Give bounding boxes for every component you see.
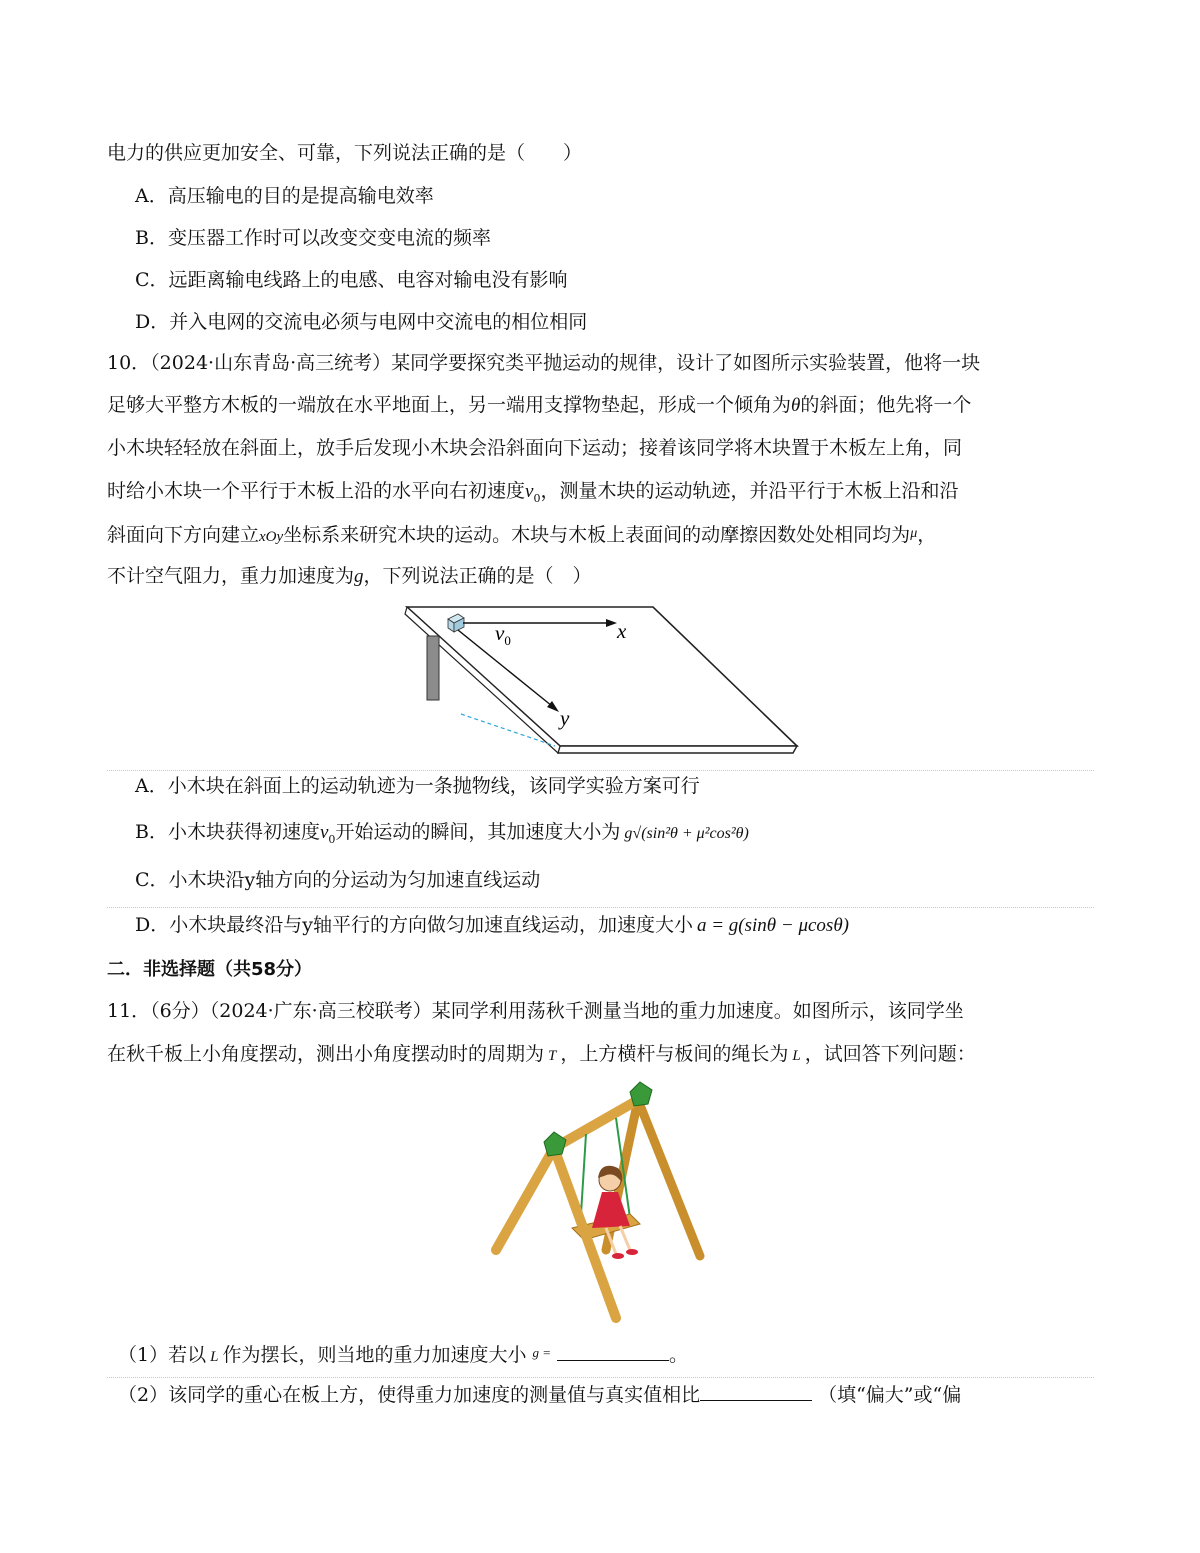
swing-joint-cap <box>544 1132 566 1156</box>
q10-line-5: 斜面向下方向建立xOy坐标系来研究木块的运动。木块与木板上表面间的动摩擦因数处处相同均为$^\mu$， <box>107 524 937 546</box>
q9-option-b: B．变压器工作时可以改变交变电流的频率 <box>135 227 491 249</box>
swing-leg <box>638 1100 700 1256</box>
support-post <box>427 636 439 700</box>
q10-line-6: 不计空气阻力，重力加速度为g，下列说法正确的是（ ） <box>107 565 592 587</box>
incline-board-figure <box>395 600 805 760</box>
q10-option-c: C．小木块沿y轴方向的分运动为匀加速直线运动 <box>135 869 541 891</box>
answer-blank-2[interactable] <box>700 1382 812 1401</box>
divider <box>107 770 1094 771</box>
board-top-surface <box>407 607 797 746</box>
q10-line-2: 足够大平整方木板的一端放在水平地面上，另一端用支撑物垫起，形成一个倾角为θ的斜面；他先将一个 <box>107 394 972 416</box>
q11-line-2: 在秋千板上小角度摆动，测出小角度摆动时的周期为 T ，上方横杆与板间的绳长为 L ，试回答下列问题： <box>107 1043 976 1065</box>
swing-joint-cap <box>630 1082 652 1106</box>
q10-option-d: D．小木块最终沿与y轴平行的方向做匀加速直线运动，加速度大小 a = g(sinθ − μcosθ) <box>135 914 849 936</box>
q10-option-b: B．小木块获得初速度$v_0$开始运动的瞬间，其加速度大小为 g√(sin²θ + μ²cos²θ) <box>135 821 749 846</box>
q10-line-4: 时给小木块一个平行于木板上沿的水平向右初速度$v_0$，测量木块的运动轨迹，并沿平行于木板上沿和沿 <box>107 480 959 505</box>
girl-leg <box>620 1226 630 1250</box>
girl-shoe <box>626 1249 638 1255</box>
q11-line-1: 11．（6分）（2024·广东·高三校联考）某同学利用荡秋千测量当地的重力加速度。如图所示，该同学坐 <box>107 1000 964 1022</box>
board-front-edge <box>558 746 797 753</box>
q10-line-1: 10．（2024·山东青岛·高三统考）某同学要探究类平抛运动的规律，设计了如图所示实验装置，他将一块 <box>107 352 981 374</box>
girl-shoe <box>612 1253 624 1259</box>
girl-dress <box>592 1192 630 1228</box>
q9-option-d: D．并入电网的交流电必须与电网中交流电的相位相同 <box>135 311 588 333</box>
x-label: x <box>617 619 627 643</box>
q9-option-a: A．高压输电的目的是提高输电效率 <box>135 185 434 207</box>
q9-option-c: C．远距离输电线路上的电感、电容对输电没有影响 <box>135 269 568 291</box>
swing-leg <box>496 1148 554 1250</box>
y-label: y <box>560 706 570 730</box>
q11-part-2: （2）该同学的重心在板上方，使得重力加速度的测量值与真实值相比 （填“偏大”或“偏 <box>118 1384 962 1406</box>
section-heading: 二．非选择题（共58分） <box>107 959 313 980</box>
q9-stem-tail: 电力的供应更加安全、可靠，下列说法正确的是（ ） <box>107 142 583 164</box>
q10-line-3: 小木块轻轻放在斜面上，放手后发现小木块会沿斜面向下运动；接着该同学将木块置于木板左上角，同 <box>107 437 963 459</box>
divider <box>107 907 1094 908</box>
divider <box>107 1377 1094 1378</box>
v0-label: $v_0$ <box>495 621 511 648</box>
swing-figure <box>488 1078 718 1328</box>
q10-option-a: A．小木块在斜面上的运动轨迹为一条抛物线，该同学实验方案可行 <box>135 775 700 797</box>
q11-part-1: （1）若以 L 作为摆长，则当地的重力加速度大小 $^{g =}$ 。 <box>118 1344 688 1366</box>
answer-blank-1[interactable] <box>557 1342 669 1361</box>
